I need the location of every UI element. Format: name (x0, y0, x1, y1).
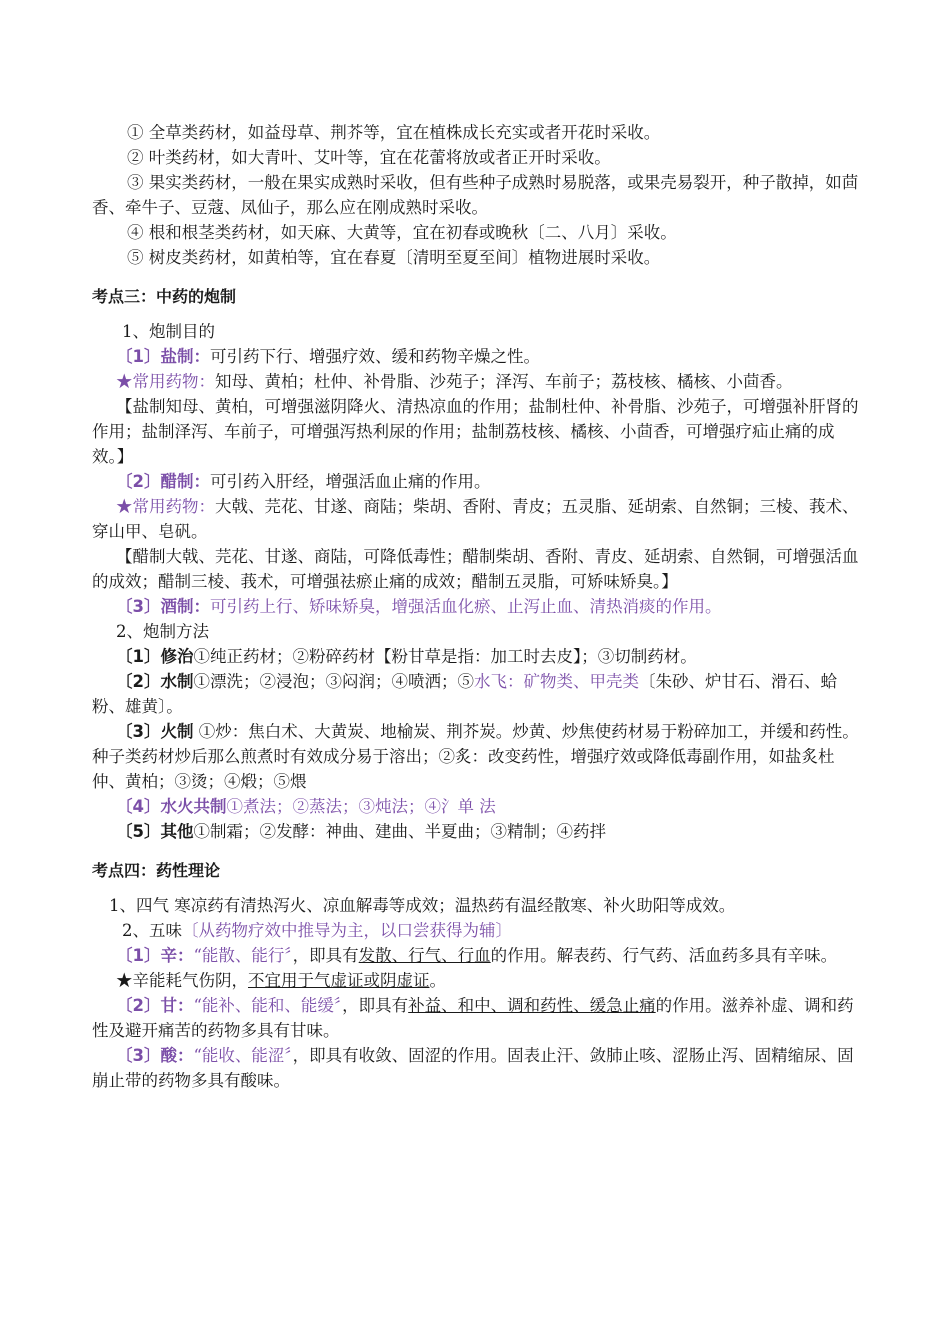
flavor-pungent (92, 943, 864, 968)
wine-name: 酒制： (160, 597, 210, 616)
harvest-item-2: ② 叶类药材，如大青叶、艾叶等，宜在花蕾将放或者正开时采收。 (127, 148, 611, 167)
wine-processing (92, 594, 864, 619)
sour-text: ，即具有收敛、固涩的作用。固表止汗、敛肺止咳、涩肠止泻、固精缩尿、固崩止带的药物多具有酸味。 (92, 1046, 854, 1090)
salt-num: 〔1〕 (116, 347, 161, 366)
vinegar-note: 【醋制大戟、芫花、甘遂、商陆，可降低毒性；醋制柴胡、香附、青皮、延胡索、自然铜，可增强活血的成效；醋制三棱、莪术，可增强祛瘀止痛的成效；醋制五灵脂，可矫味矫臭。】 (92, 547, 859, 591)
wine-num: 〔3〕 (116, 597, 161, 616)
salt-common-list: 知母、黄柏；杜仲、补骨脂、沙苑子；泽泻、车前子；荔枝核、橘核、小茴香。 (215, 372, 793, 391)
pungent-caution-pre: ★辛能耗气伤阴， (116, 971, 248, 990)
method-2-text-b: 水飞：矿物类、甲壳类 (473, 672, 639, 691)
method-water (92, 669, 864, 719)
pungent-caution-underlined: 不宜用于气虚证或阴虚证 (248, 971, 430, 990)
sour-name: 酸： (160, 1046, 194, 1065)
five-flavors-note: 〔从药物疗效中推导为主，以口尝获得为辅〕 (182, 921, 512, 940)
method-4-num: 〔4〕 (116, 797, 161, 816)
method-1-text-c: ；③切制药材。 (581, 647, 697, 666)
sour-quote: “能收、能涩〞 (193, 1046, 293, 1065)
salt-processing (92, 344, 864, 369)
vinegar-common-label: ★常用药物： (116, 497, 215, 516)
method-3-num: 〔3〕 (116, 722, 161, 741)
sweet-pre: ，即具有 (342, 996, 409, 1015)
method-1-name: 修治 (160, 647, 194, 666)
method-5-text: ①制霜；②发酵：神曲、建曲、半夏曲；③精制；④药拌 (193, 822, 606, 841)
harvest-item-4: ④ 根和根茎类药材，如天麻、大黄等，宜在初春或晚秋〔二、八月〕采收。 (127, 223, 677, 242)
pungent-name: 辛： (160, 946, 194, 965)
pungent-num: 〔1〕 (116, 946, 161, 965)
sweet-underlined: 补益、和中、调和药性、缓急止痛 (408, 996, 656, 1015)
method-water-fire (92, 794, 864, 819)
pungent-caution-post: 。 (429, 971, 446, 990)
sweet-post: 的作用。滋养补虚、调和药性及避开痛苦的药物多具有甘味。 (92, 996, 854, 1040)
five-flavors-label: 2、五味 (122, 921, 182, 940)
method-2-num: 〔2〕 (116, 672, 161, 691)
method-2-text-a: ①漂洗；②浸泡；③闷润；④喷洒；⑤ (193, 672, 474, 691)
salt-text: 可引药下行、增强疗效、缓和药物辛燥之性。 (209, 347, 540, 366)
sweet-name: 甘： (160, 996, 194, 1015)
method-2-text-c: 〔朱砂、炉甘石、滑石、蛤粉、雄黄〕。 (92, 672, 837, 716)
vinegar-name: 醋制： (160, 472, 210, 491)
vinegar-num: 〔2〕 (116, 472, 161, 491)
method-5-num: 〔5〕 (116, 822, 161, 841)
pungent-post: 的作用。解表药、行气药、活血药多具有辛味。 (490, 946, 838, 965)
pungent-pre: ，即具有 (292, 946, 359, 965)
method-1-num: 〔1〕 (116, 647, 161, 666)
vinegar-processing (92, 469, 864, 494)
five-flavors (92, 918, 864, 943)
sweet-quote: “能补、能和、能缓〞 (193, 996, 343, 1015)
section-title-processing: 考点三：中药的炮制 (92, 287, 237, 306)
sweet-num: 〔2〕 (116, 996, 161, 1015)
method-5-name: 其他 (160, 822, 194, 841)
wine-text: 可引药上行、矫味矫臭，增强活血化瘀、止泻止血、清热消痰的作用。 (209, 597, 722, 616)
vinegar-text: 可引药入肝经，增强活血止痛的作用。 (209, 472, 491, 491)
pungent-quote: “能散、能行〞 (193, 946, 293, 965)
method-4-name: 水火共制 (160, 797, 227, 816)
flavor-sour (92, 1043, 864, 1093)
sour-num: 〔3〕 (116, 1046, 161, 1065)
method-other (92, 819, 864, 844)
method-4-text: ①煮法；②蒸法；③炖法；④氵单 法 (226, 797, 496, 816)
section-title-drug-property: 考点四：药性理论 (92, 861, 221, 880)
salt-note: 【盐制知母、黄柏，可增强滋阴降火、清热凉血的作用；盐制杜仲、补骨脂、沙苑子，可增强补肝肾的作用；盐制泽泻、车前子，可增强泻热利尿的作用；盐制荔枝核、橘核、小茴香，可增强疗疝止痛的成效。】 (92, 397, 859, 466)
salt-common-drugs (92, 369, 864, 394)
method-1-text-a: ①纯正药材；②粉碎药材 (193, 647, 375, 666)
vinegar-common-drugs (92, 494, 864, 544)
harvest-item-1: ① 全草类药材，如益母草、荆芥等，宜在植株成长充实或者开花时采收。 (127, 123, 661, 142)
method-trimming (92, 644, 864, 669)
pungent-underlined: 发散、行气、行血 (358, 946, 491, 965)
method-3-name: 火制 (160, 722, 194, 741)
method-2-name: 水制 (160, 672, 194, 691)
flavor-sweet (92, 993, 864, 1043)
method-1-text-b: 【粉甘草是指：加工时去皮】 (374, 647, 582, 666)
harvest-item-5: ⑤ 树皮类药材，如黄柏等，宜在春夏〔清明至夏至间〕植物进展时采收。 (127, 248, 661, 267)
harvest-item-3: ③ 果实类药材，一般在果实成熟时采收，但有些种子成熟时易脱落，或果壳易裂开，种子散掉，如茴香、牵牛子、豆蔻、凤仙子，那么应在刚成熟时采收。 (92, 173, 859, 217)
processing-method-heading: 2、炮制方法 (116, 622, 209, 641)
four-qi: 1、四气 寒凉药有清热泻火、凉血解毒等成效；温热药有温经散寒、补火助阳等成效。 (109, 896, 736, 915)
method-3-text: ①炒：焦白术、大黄炭、地榆炭、荆芥炭。炒黄、炒焦使药材易于粉碎加工，并缓和药性。种子类药材炒后那么煎煮时有效成分易于溶出；②炙：改变药性，增强疗效或降低毒副作用，如盐炙杜仲、黄柏；③烫；④煅；⑤煨 (92, 722, 859, 791)
document-body (92, 120, 864, 1093)
pungent-caution (92, 968, 864, 993)
salt-common-label: ★常用药物： (116, 372, 215, 391)
method-fire (92, 719, 864, 794)
vinegar-common-list: 大戟、芫花、甘遂、商陆；柴胡、香附、青皮；五灵脂、延胡索、自然铜；三棱、莪术、穿山甲、皂矾。 (92, 497, 859, 541)
salt-name: 盐制： (160, 347, 210, 366)
processing-purpose-heading: 1、炮制目的 (122, 322, 215, 341)
